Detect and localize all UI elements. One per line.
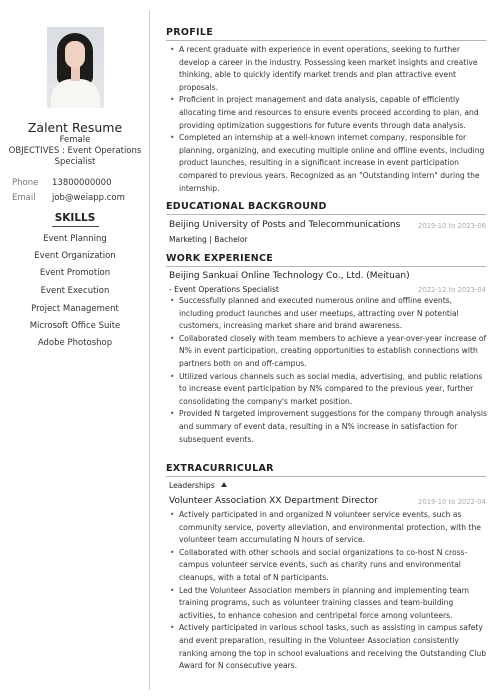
- skill-item: Adobe Photoshop: [37, 338, 113, 348]
- profile-heading: PROFILE: [166, 27, 214, 38]
- skills-underline: [52, 226, 99, 227]
- leaderships-subheading: [169, 481, 227, 490]
- skill-item: Microsoft Office Suite: [29, 321, 121, 331]
- list-item: • Actively participated in and organized N volunteer service events, such as community service, poverty alleviation, and environmental protection, with the volunteer team accumulating N hours of service.: [170, 509, 488, 547]
- contact-email: [12, 193, 125, 203]
- list-item: • Utilized various channels such as social media, advertising, and public relations to increase event participation by N% compared to the previous year, further consolidating the company's market position.: [170, 371, 488, 409]
- triangle-icon: [221, 482, 227, 487]
- subheading-label: Leaderships: [169, 481, 215, 490]
- skill-item: Project Management: [31, 304, 119, 314]
- extracurricular-list: [170, 509, 488, 673]
- candidate-name: Zalent Resume: [27, 120, 123, 135]
- skill-item: Event Planning: [43, 234, 107, 244]
- list-item: • Provided N targeted improvement suggestions for the company through analysis and summary of event data, resulting in a N% increase in satisfaction for subsequent events.: [170, 408, 488, 446]
- skill-item: Event Organization: [34, 251, 116, 261]
- contact-value: 13800000000: [52, 178, 112, 188]
- work-heading: WORK EXPERIENCE: [166, 253, 274, 264]
- job-title: - Event Operations Specialist: [169, 285, 279, 294]
- list-item: • Actively participated in various school tasks, such as assisting in campus safety and event preparation, resulting in the Volunteer Association consistently ranking among the top in school evaluations and receiving the Outstanding Club Award for N consecutive years.: [170, 622, 488, 672]
- extracurricular-heading: EXTRACURRICULAR: [166, 463, 274, 474]
- list-item: • Collaborated with other schools and social organizations to co-host N cross-campus volunteer service events, such as charity runs and environmental cleanups, with a total of N participants.: [170, 547, 488, 585]
- organization-name: Volunteer Association XX Department Director: [169, 496, 378, 506]
- skill-item: Event Execution: [40, 286, 110, 296]
- extracurricular-date: 2019-10 to 2022-04: [418, 498, 486, 506]
- list-item: • Successfully planned and executed numerous online and offline events, including product launches and user meetups, attracting over N potential customers, increasing market share and brand awareness.: [170, 295, 488, 333]
- list-item: • Proficient in project management and data analysis, capable of efficiently allocating time and resources to ensure events proceed according to plan, and providing optimization suggestions for future events through data analysis.: [170, 94, 488, 132]
- list-item: • Collaborated closely with team members to achieve a year-over-year increase of N% in event participation, creating opportunities to establish connections with partners both on and off-campus.: [170, 333, 488, 371]
- school-name: Beijing University of Posts and Telecommunications: [169, 220, 401, 230]
- candidate-gender: Female: [59, 135, 91, 145]
- work-date: 2022-12 to 2023-04: [418, 286, 486, 294]
- work-list: [170, 295, 488, 446]
- company-name: Beijing Sankuai Online Technology Co., Ltd. (Meituan): [169, 271, 410, 281]
- section-rule: [166, 214, 486, 215]
- skills-heading: SKILLS: [54, 212, 96, 224]
- degree-text: Marketing | Bachelor: [169, 235, 248, 244]
- column-divider: [149, 10, 150, 690]
- profile-list: [170, 44, 488, 195]
- list-item: • Completed an internship at a well-known internet company, responsible for planning, organizing, and executing multiple online and offline events, including product launches, resulting in a significant increase in event participation compared to previous years. Recognized as an "Outstanding Intern" during the internship.: [170, 132, 488, 195]
- section-rule: [166, 266, 486, 267]
- education-date: 2019-10 to 2023-06: [418, 222, 486, 230]
- contact-value: job@weiapp.com: [52, 193, 125, 203]
- list-item: • A recent graduate with experience in event operations, seeking to further develop a career in the industry. Possessing keen market insights and creative thinking, able to quickly identify market trends and plan attractive event proposals.: [170, 44, 488, 94]
- section-rule: [166, 40, 486, 41]
- contact-label: Email: [12, 193, 36, 203]
- skill-item: Event Promotion: [39, 268, 111, 278]
- candidate-objective: OBJECTIVES : Event Operations Specialist: [8, 146, 142, 167]
- list-item: • Led the Volunteer Association members in planning and implementing team training programs, such as volunteer training classes and team-building activities, to enhance cohesion and centripetal force among volunteers.: [170, 585, 488, 623]
- education-heading: EDUCATIONAL BACKGROUND: [166, 201, 327, 212]
- section-rule: [166, 476, 486, 477]
- contact-label: Phone: [12, 178, 39, 188]
- profile-photo: [47, 27, 104, 108]
- contact-phone: [12, 178, 112, 188]
